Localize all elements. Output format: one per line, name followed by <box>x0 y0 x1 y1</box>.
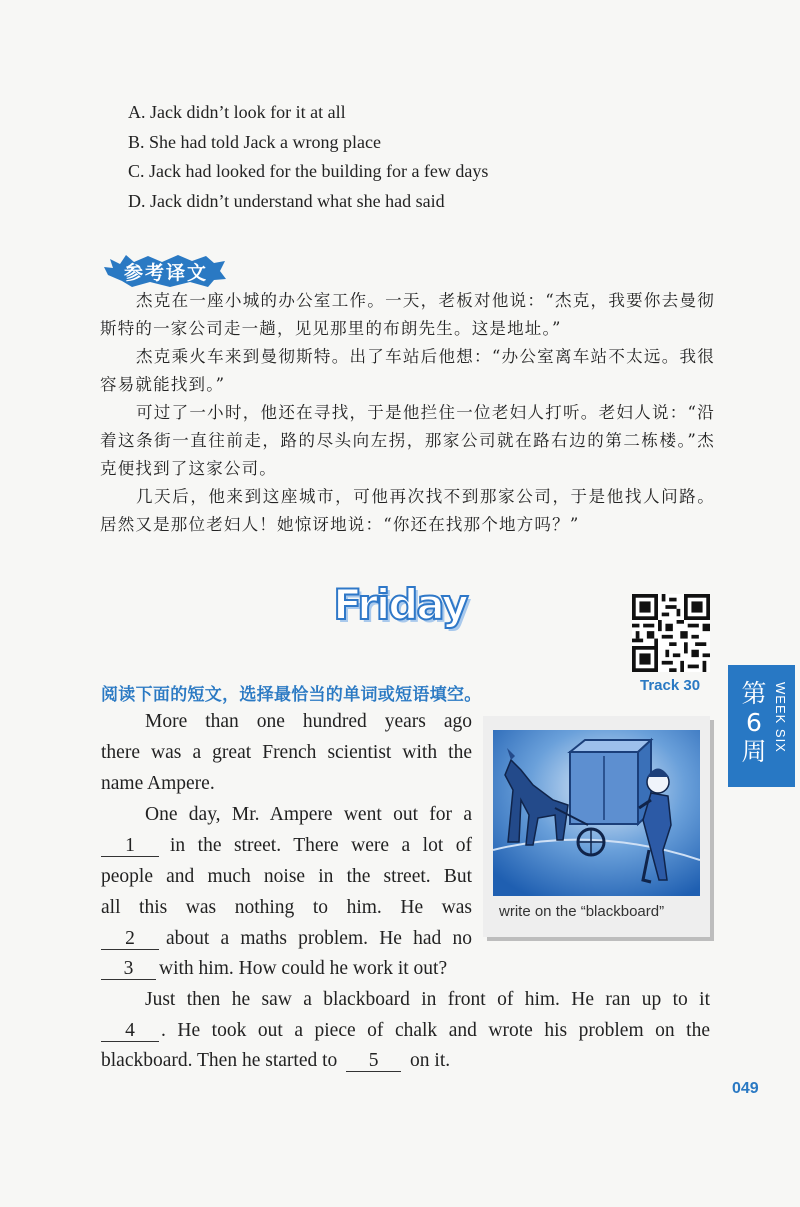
passage-line-6: people and much noise in the street. But <box>101 866 472 887</box>
page-number: 049 <box>732 1080 759 1097</box>
blank-2-row <box>101 923 159 954</box>
blank-3-row <box>101 953 156 984</box>
translation-p4: 几天后，他来到这座城市，可他再次找不到那家公司，于是他找人问路。居然又是那位老妇人！她惊讶地说：“你还在找那个地方吗？” <box>100 487 715 534</box>
illustration-caption: write on the “blackboard” <box>499 903 665 920</box>
option-c: C. Jack had looked for the building for a few days <box>128 161 489 181</box>
passage-line-2: there was a great French scientist with the <box>101 742 472 763</box>
passage-line-3: name Ampere. <box>101 773 215 794</box>
blank-1-row <box>101 830 159 861</box>
passage-line-4: One day, Mr. Ampere went out for a <box>145 804 472 825</box>
option-d: D. Jack didn’t understand what she had said <box>128 191 445 211</box>
blank-3[interactable]: 3 <box>101 959 156 980</box>
blank-4[interactable]: 4 <box>101 1021 159 1042</box>
reference-translation-badge <box>104 253 226 287</box>
passage-line-9: with him. How could he work it out? <box>159 958 448 979</box>
option-a: A. Jack didn’t look for it at all <box>128 102 346 122</box>
week-tab-en: WEEK SIX <box>773 682 788 753</box>
track-label: Track 30 <box>640 677 701 694</box>
week-tab-char-1: 第 <box>741 679 767 708</box>
blank-5[interactable]: 5 <box>346 1051 401 1072</box>
passage-line-1: More than one hundred years ago <box>145 711 472 732</box>
qr-code-icon[interactable] <box>632 594 710 672</box>
friday-title: Friday <box>333 580 467 629</box>
blank-4-row <box>101 1015 159 1046</box>
blank-1[interactable]: 1 <box>101 836 159 857</box>
option-b: B. She had told Jack a wrong place <box>128 132 381 152</box>
passage-line-5: in the street. There were a lot of <box>170 835 472 856</box>
horse-cart-illustration <box>493 730 700 896</box>
passage-line-10: Just then he saw a blackboard in front of him. He ran up to it <box>145 989 710 1010</box>
passage-line-12 <box>101 1045 450 1076</box>
passage-line-8: about a maths problem. He had no <box>166 928 472 949</box>
week-tab-char-2: 周 <box>741 737 767 766</box>
week-tab-zh <box>734 679 774 766</box>
blank-2[interactable]: 2 <box>101 929 159 950</box>
passage-line-12-start: blackboard. Then he started to <box>101 1050 338 1071</box>
passage-line-12-end: on it. <box>410 1050 451 1071</box>
exercise-instruction: 阅读下面的短文，选择最恰当的单词或短语填空。 <box>101 685 482 705</box>
passage-line-11: . He took out a piece of chalk and wrote his problem on the <box>161 1020 710 1041</box>
passage-line-7: all this was nothing to him. He was <box>101 897 472 918</box>
week-tab-number: 6 <box>746 708 762 737</box>
badge-label: 参考译文 <box>123 262 208 284</box>
translation-p1: 杰克在一座小城的办公室工作。一天，老板对他说：“杰克，我要你去曼彻斯特的一家公司走一趟，见见那里的布朗先生。这是地址。” <box>100 291 715 338</box>
translation-p2: 杰克乘火车来到曼彻斯特。出了车站后他想：“办公室离车站不太远。我很容易就能找到。” <box>100 347 715 394</box>
translation-p3: 可过了一小时，他还在寻找，于是他拦住一位老妇人打听。老妇人说：“沿着这条街一直往前走，路的尽头向左拐，那家公司就在路右边的第二栋楼。”杰克便找到了这家公司。 <box>100 403 715 478</box>
